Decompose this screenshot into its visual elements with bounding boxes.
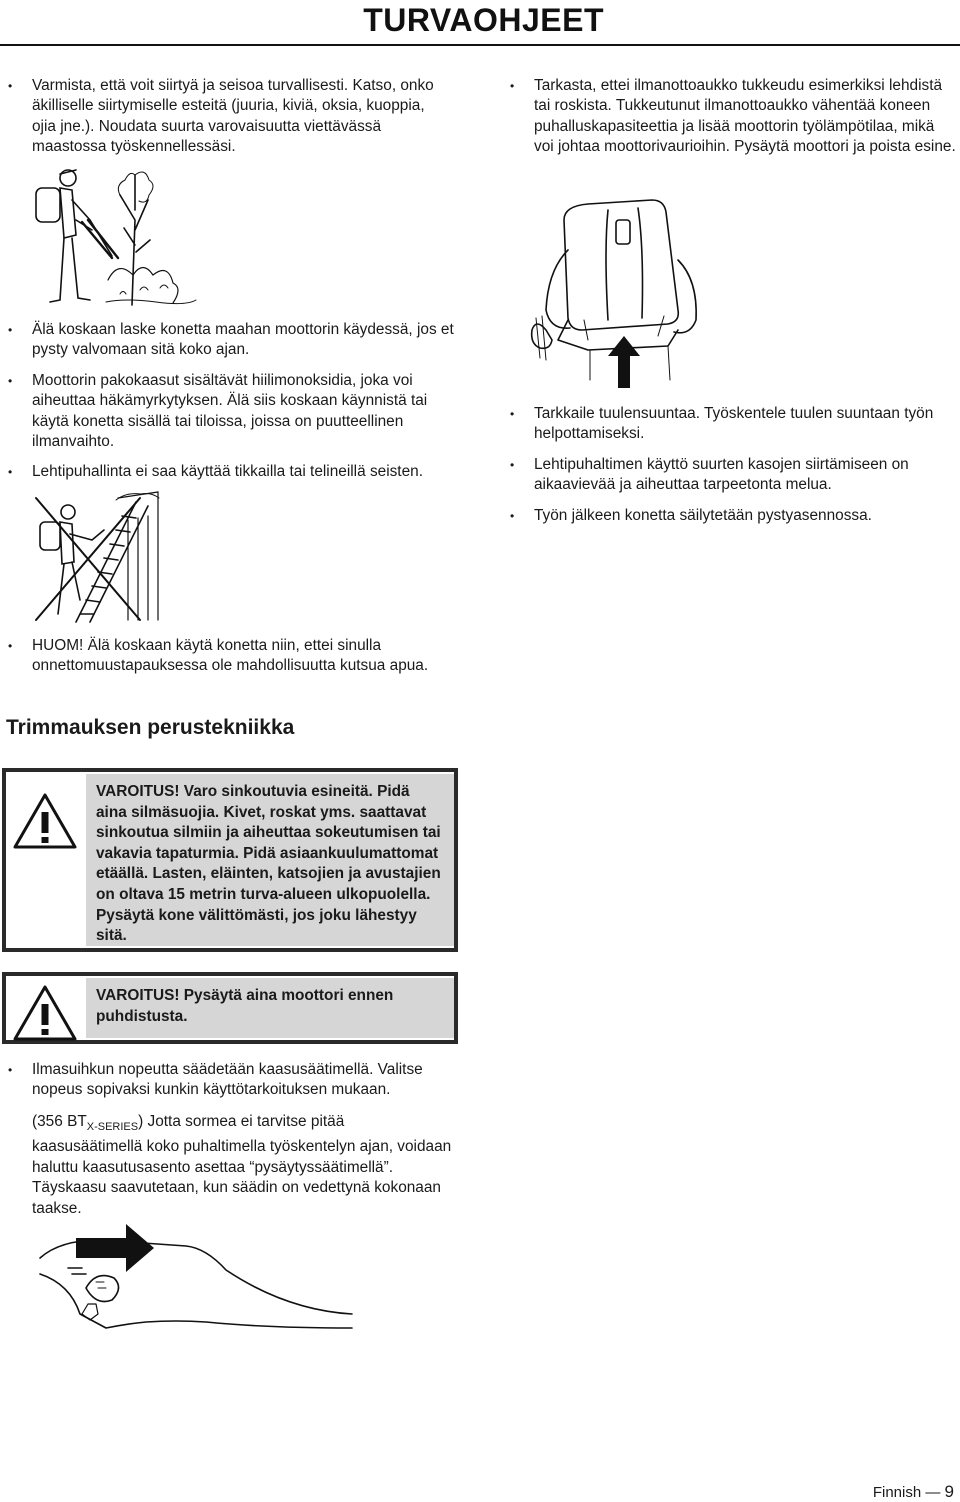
model-prefix: (356 BT [32,1113,87,1130]
warning-box-stop-engine [2,972,458,1044]
list-item: • Työn jälkeen konetta säilytetään pystyasennossa. [506,506,956,526]
cruise-control-paragraph [32,1112,456,1219]
right-bottom-list [506,404,956,536]
list-item: • Varmista, että voit siirtyä ja seisoa turvallisesti. Katso, onko äkilliselle siirtymiselle esteitä (juuria, kiviä, oksia, kuoppia, ojia jne.). Noudata suurta varovaisuutta viettävässä maastossa työskennellessäsi. [4,76,444,158]
list-item: • Tarkasta, ettei ilmanottoaukko tukkeudu esimerkiksi lehdistä tai roskista. Tukkeutunut ilmanottoaukko vähentää koneen puhalluskapasiteettia ja lisää moottorin työlämpötilaa, mikä voi johtaa moottorivaurioihin. Pysäytä moottori ja poista esine. [506,76,956,158]
list-item: • HUOM! Älä koskaan käytä konetta niin, ettei sinulla onnettomuustapauksessa ole mahdollisuutta kutsua apua. [4,636,434,677]
paragraph-text: ) Jotta sormea ei tarvitse pitää kaasusäätimellä koko puhaltimella työskentelyn ajan, voidaan haluttu kaasutusasento asettaa “pysäytyssäätimellä”. Täyskaasu saavutetaan, kun säädin on vedettynä kokonaan taakse. [32,1113,452,1217]
page-number: 9 [944,1482,954,1501]
page-title: TURVAOHJEET [363,2,604,38]
section-heading: Trimmauksen perustekniikka [6,716,295,739]
warning-text: VAROITUS! Pysäytä aina moottori ennen puhdistusta. [86,978,454,1038]
list-item: • Lehtipuhaltimen käyttö suurten kasojen siirtämiseen on aikaavievää ja aiheuttaa tarpeetonta melua. [506,455,956,496]
footer-dash: — [925,1484,941,1501]
list-item: • Älä koskaan laske konetta maahan moottorin käydessä, jos et pysty valvomaan sitä koko ajan. [4,320,464,361]
right-top-list [506,76,956,168]
warning-triangle-icon [12,984,78,1042]
left-mid-list [4,320,464,493]
left-top-list [4,76,444,168]
page-footer [873,1482,954,1502]
list-item: • Tarkkaile tuulensuuntaa. Työskentele tuulen suuntaan työn helpottamiseksi. [506,404,956,445]
warning-text: VAROITUS! Varo sinkoutuvia esineitä. Pidä aina silmäsuojia. Kivet, roskat yms. saattavat sinkoutua silmiin ja aiheuttaa sokeutumisen tai vakavia tapaturmia. Pidä asiaankuulumattomat etäällä. Lasten, eläinten, katsojien ja avustajien on oltava 15 metrin turva-alueen ulkopuolella. Pysäytä kone välittömästi, jos joku lähestyy sitä. [86,774,454,946]
backpack-blower-illustration [528,190,718,390]
footer-language: Finnish [872,1484,922,1501]
blower-operator-illustration [20,160,200,310]
warning-triangle-icon [12,792,78,850]
title-divider [0,44,960,46]
ladder-prohibited-illustration [28,490,168,624]
left-note-list [4,636,434,687]
list-item: • Lehtipuhallinta ei saa käyttää tikkailla tai telineillä seisten. [4,462,464,482]
throttle-list [4,1060,454,1111]
list-item: • Moottorin pakokaasut sisältävät hiilimonoksidia, joka voi aiheuttaa häkämyrkytyksen. Älä siis koskaan käynnistä tai käytä konetta sisällä tai tiloissa, joissa on puutteellinen ilmanvaihto. [4,371,464,453]
warning-box-flying-objects [2,768,458,952]
throttle-handle-illustration [36,1218,356,1338]
list-item: • Ilmasuihkun nopeutta säädetään kaasusäätimellä. Valitse nopeus sopivaksi kunkin käyttötarkoituksen mukaan. [4,1060,454,1101]
model-series: X-SERIES [86,1121,139,1134]
